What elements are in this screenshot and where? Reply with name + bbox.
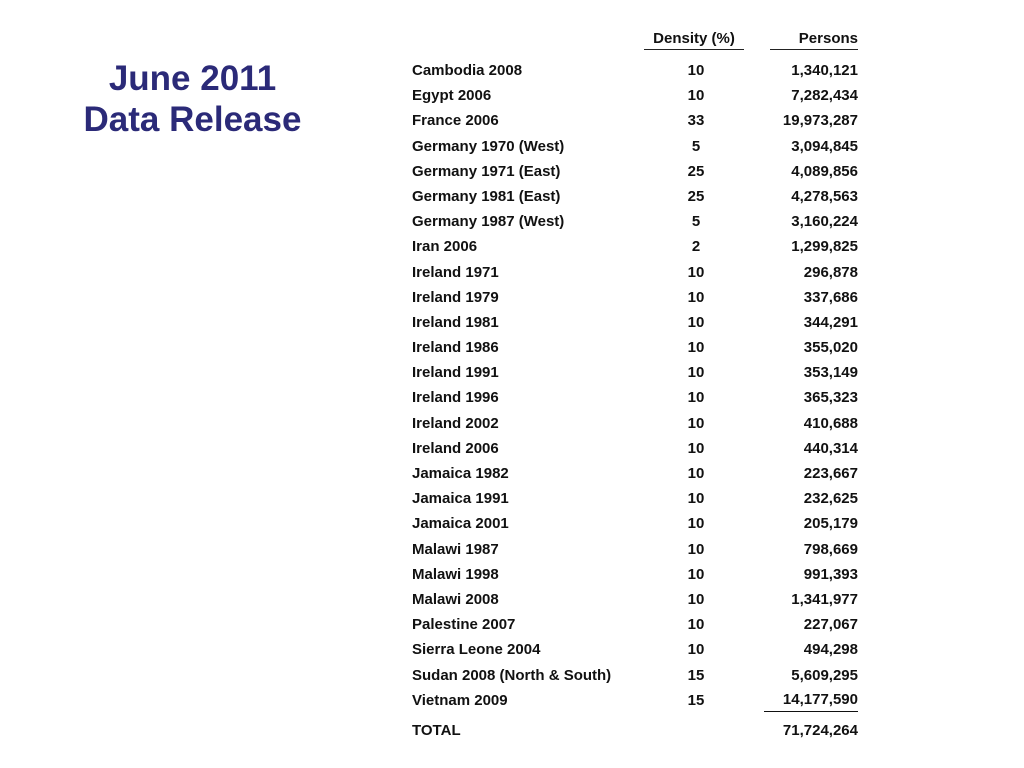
row-density: 15 xyxy=(687,691,705,709)
row-name: Ireland 2002 xyxy=(412,414,499,432)
row-density: 25 xyxy=(687,162,705,180)
row-density: 15 xyxy=(687,666,705,684)
table-row xyxy=(412,587,862,612)
table-row xyxy=(412,360,862,385)
table-row xyxy=(412,562,862,587)
row-density: 25 xyxy=(687,187,705,205)
row-density: 5 xyxy=(691,137,701,155)
total-label: TOTAL xyxy=(412,722,461,739)
data-table xyxy=(412,28,862,739)
table-total-row xyxy=(412,718,862,743)
table-row xyxy=(412,663,862,688)
row-persons: 19,973,287 xyxy=(782,112,858,130)
row-name: Jamaica 1991 xyxy=(412,490,509,508)
row-density: 5 xyxy=(691,213,701,231)
row-name: Ireland 1991 xyxy=(412,364,499,382)
row-persons: 494,298 xyxy=(803,641,858,659)
row-density: 10 xyxy=(687,414,705,432)
row-persons: 344,291 xyxy=(803,313,858,331)
row-density: 10 xyxy=(687,389,705,407)
row-name: France 2006 xyxy=(412,112,499,130)
table-row xyxy=(412,511,862,536)
row-density: 10 xyxy=(687,590,705,608)
table-row xyxy=(412,486,862,511)
table-row xyxy=(412,436,862,461)
row-density: 10 xyxy=(687,263,705,281)
table-row xyxy=(412,209,862,234)
table-row xyxy=(412,83,862,108)
table-row xyxy=(412,461,862,486)
row-persons: 1,341,977 xyxy=(791,590,858,608)
table-header xyxy=(412,28,862,52)
row-density: 10 xyxy=(687,439,705,457)
row-persons: 1,299,825 xyxy=(791,238,858,256)
table-row xyxy=(412,159,862,184)
row-density: 10 xyxy=(687,339,705,357)
table-row xyxy=(412,285,862,310)
row-name: Egypt 2006 xyxy=(412,87,492,105)
row-density: 10 xyxy=(687,540,705,558)
table-row xyxy=(412,537,862,562)
row-density: 10 xyxy=(687,62,705,79)
table-row xyxy=(412,184,862,209)
row-persons: 296,878 xyxy=(803,263,858,281)
row-persons: 3,094,845 xyxy=(791,137,858,155)
table-row xyxy=(412,411,862,436)
row-persons: 205,179 xyxy=(803,515,858,533)
slide-title xyxy=(40,58,345,140)
row-name: Iran 2006 xyxy=(412,238,478,256)
row-density: 10 xyxy=(687,641,705,659)
header-persons: Persons xyxy=(770,30,858,50)
row-name: Ireland 1986 xyxy=(412,339,499,357)
row-persons: 223,667 xyxy=(803,465,858,482)
row-name: Palestine 2007 xyxy=(412,616,516,634)
table-row xyxy=(412,260,862,285)
row-density: 10 xyxy=(687,490,705,508)
table-row xyxy=(412,310,862,335)
row-density: 10 xyxy=(687,364,705,382)
row-name: Jamaica 1982 xyxy=(412,465,509,482)
table-row xyxy=(412,335,862,360)
table-row xyxy=(412,612,862,637)
row-persons: 4,089,856 xyxy=(791,162,858,180)
table-row xyxy=(412,108,862,133)
row-persons: 3,160,224 xyxy=(791,213,858,231)
row-density: 10 xyxy=(687,616,705,634)
row-name: Germany 1970 (West) xyxy=(412,137,565,155)
row-density: 10 xyxy=(687,288,705,306)
row-name: Jamaica 2001 xyxy=(412,515,509,533)
row-name: Ireland 1979 xyxy=(412,288,499,306)
title-line-2: Data Release xyxy=(83,100,302,139)
row-name: Germany 1981 (East) xyxy=(412,187,561,205)
row-persons: 14,177,590 xyxy=(764,689,858,712)
table-row xyxy=(412,688,862,713)
row-name: Malawi 2008 xyxy=(412,590,499,608)
row-persons: 440,314 xyxy=(803,439,858,457)
row-density: 10 xyxy=(687,87,705,105)
row-density: 2 xyxy=(691,238,701,256)
row-persons: 991,393 xyxy=(803,565,858,583)
row-name: Ireland 1971 xyxy=(412,263,499,281)
row-name: Malawi 1998 xyxy=(412,565,499,583)
row-name: Vietnam 2009 xyxy=(412,691,508,709)
table-row xyxy=(412,637,862,662)
header-density: Density (%) xyxy=(644,30,744,50)
table-body xyxy=(412,58,862,713)
table-row xyxy=(412,385,862,410)
row-persons: 227,067 xyxy=(803,616,858,634)
row-name: Ireland 1996 xyxy=(412,389,499,407)
row-name: Germany 1971 (East) xyxy=(412,162,561,180)
table-row xyxy=(412,134,862,159)
row-name: Cambodia 2008 xyxy=(412,62,523,79)
row-persons: 5,609,295 xyxy=(791,666,858,684)
row-persons: 798,669 xyxy=(803,540,858,558)
table-row xyxy=(412,234,862,259)
row-density: 10 xyxy=(687,465,705,482)
row-persons: 355,020 xyxy=(803,339,858,357)
row-density: 10 xyxy=(687,313,705,331)
row-persons: 410,688 xyxy=(803,414,858,432)
row-name: Ireland 1981 xyxy=(412,313,499,331)
row-persons: 232,625 xyxy=(803,490,858,508)
row-name: Sudan 2008 (North & South) xyxy=(412,666,612,684)
total-persons: 71,724,264 xyxy=(782,722,858,739)
row-name: Sierra Leone 2004 xyxy=(412,641,541,659)
row-name: Ireland 2006 xyxy=(412,439,499,457)
table-row xyxy=(412,58,862,83)
row-name: Malawi 1987 xyxy=(412,540,499,558)
row-name: Germany 1987 (West) xyxy=(412,213,565,231)
row-persons: 7,282,434 xyxy=(791,87,858,105)
row-density: 10 xyxy=(687,515,705,533)
row-persons: 365,323 xyxy=(803,389,858,407)
row-density: 33 xyxy=(687,112,705,130)
row-persons: 1,340,121 xyxy=(791,62,858,79)
title-line-1: June 2011 xyxy=(108,59,277,98)
row-persons: 337,686 xyxy=(803,288,858,306)
row-density: 10 xyxy=(687,565,705,583)
row-persons: 353,149 xyxy=(803,364,858,382)
row-persons: 4,278,563 xyxy=(791,187,858,205)
